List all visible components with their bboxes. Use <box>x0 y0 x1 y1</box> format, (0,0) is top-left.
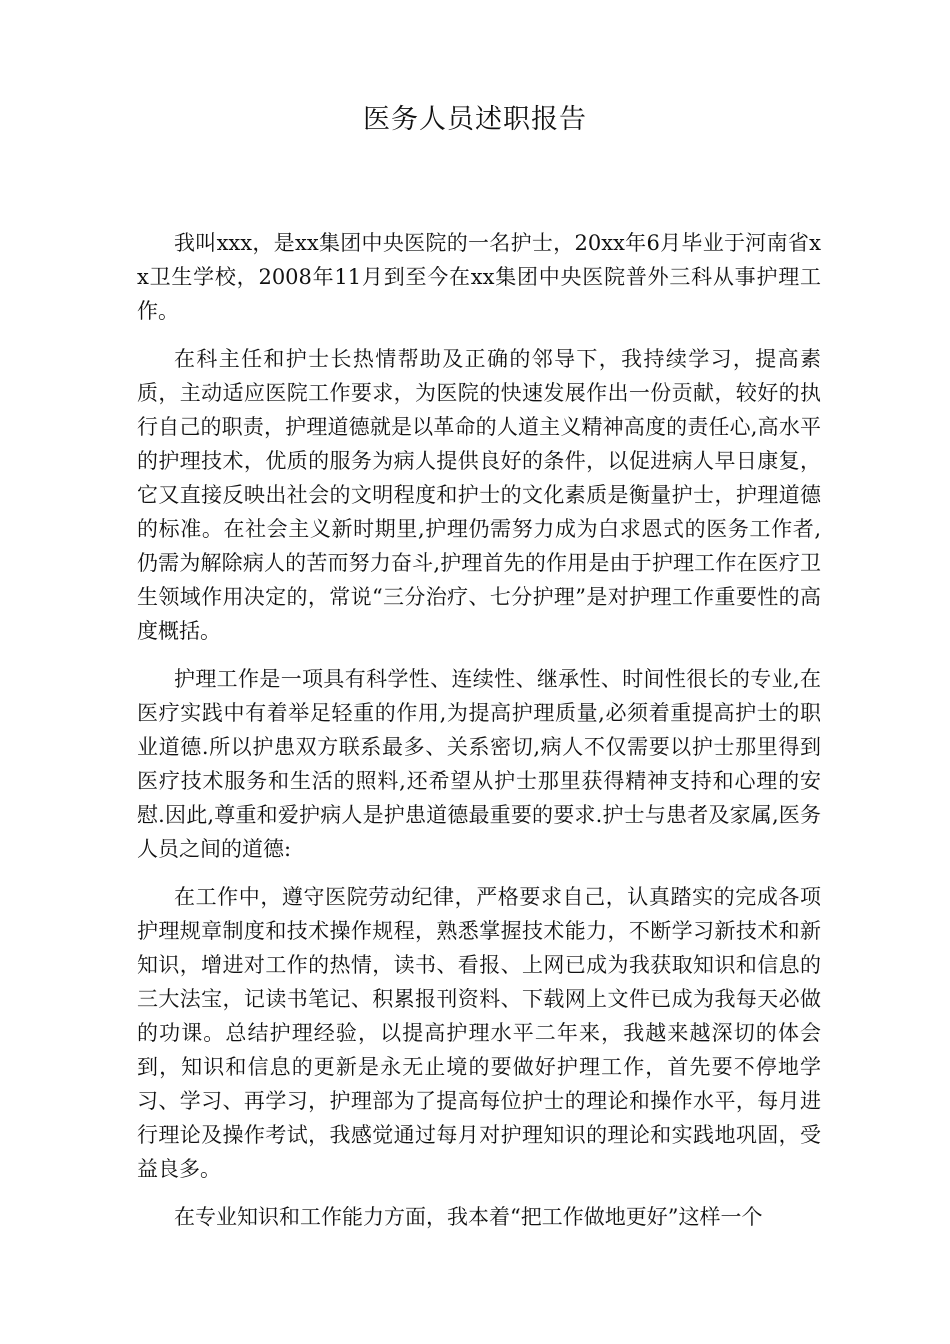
paragraph-5: 在专业知识和工作能力方面，我本着“把工作做地更好”这样一个 <box>174 1205 763 1229</box>
document-title: 医务人员述职报告 <box>363 104 587 135</box>
paragraph-4: 在工作中，遵守医院劳动纪律，严格要求自己，认真踏实的完成各项护理规章制度和技术操作规程，熟悉掌握技术能力，不断学习新技术和新知识，增进对工作的热情，读书、看报、上网已成为我获取知识和信息的三大法宝，记读书笔记、积累报刊资料、下载网上文件已成为我每天必做的功课。总结护理经验，以提高护理水平二年来，我越来越深切的体会到，知识和信息的更新是永无止境的要做好护理工作，首先要不停地学习、学习、再学习，护理部为了提高每位护士的理论和操作水平，每月进行理论及操作考试，我感觉通过每月对护理知识的理论和实践地巩固，受益良多。 <box>137 885 821 1181</box>
paragraph-2: 在科主任和护士长热情帮助及正确的邻导下，我持续学习，提高素质，主动适应医院工作要求，为医院的快速发展作出一份贡献，较好的执行自己的职责，护理道德就是以革命的人道主义精神高度的责任心,高水平的护理技术，优质的服务为病人提供良好的条件，以促进病人早日康复，它又直接反映出社会的文明程度和护士的文化素质是衡量护士，护理道德的标准。在社会主义新时期里,护理仍需努力成为白求恩式的医务工作者,仍需为解除病人的苦而努力奋斗,护理首先的作用是由于护理工作在医疗卫生领域作用决定的，常说“三分治疗、七分护理”是对护理工作重要性的高度概括。 <box>137 347 821 643</box>
paragraph-3: 护理工作是一项具有科学性、连续性、继承性、时间性很长的专业,在医疗实践中有着举足轻重的作用,为提高护理质量,必须着重提高护士的职业道德.所以护患双方联系最多、关系密切,病人不仅需要以护士那里得到医疗技术服务和生活的照料,还希望从护士那里获得精神支持和心理的安慰.因此,尊重和爱护病人是护患道德最重要的要求.护士与患者及家属,医务人员之间的道德: <box>137 667 821 861</box>
document-body <box>137 226 821 1248</box>
paragraph-1: 我叫xxx，是xx集团中央医院的一名护士，20xx年6月毕业于河南省xx卫生学校，2008年11月到至今在xx集团中央医院普外三科从事护理工作。 <box>137 231 821 323</box>
